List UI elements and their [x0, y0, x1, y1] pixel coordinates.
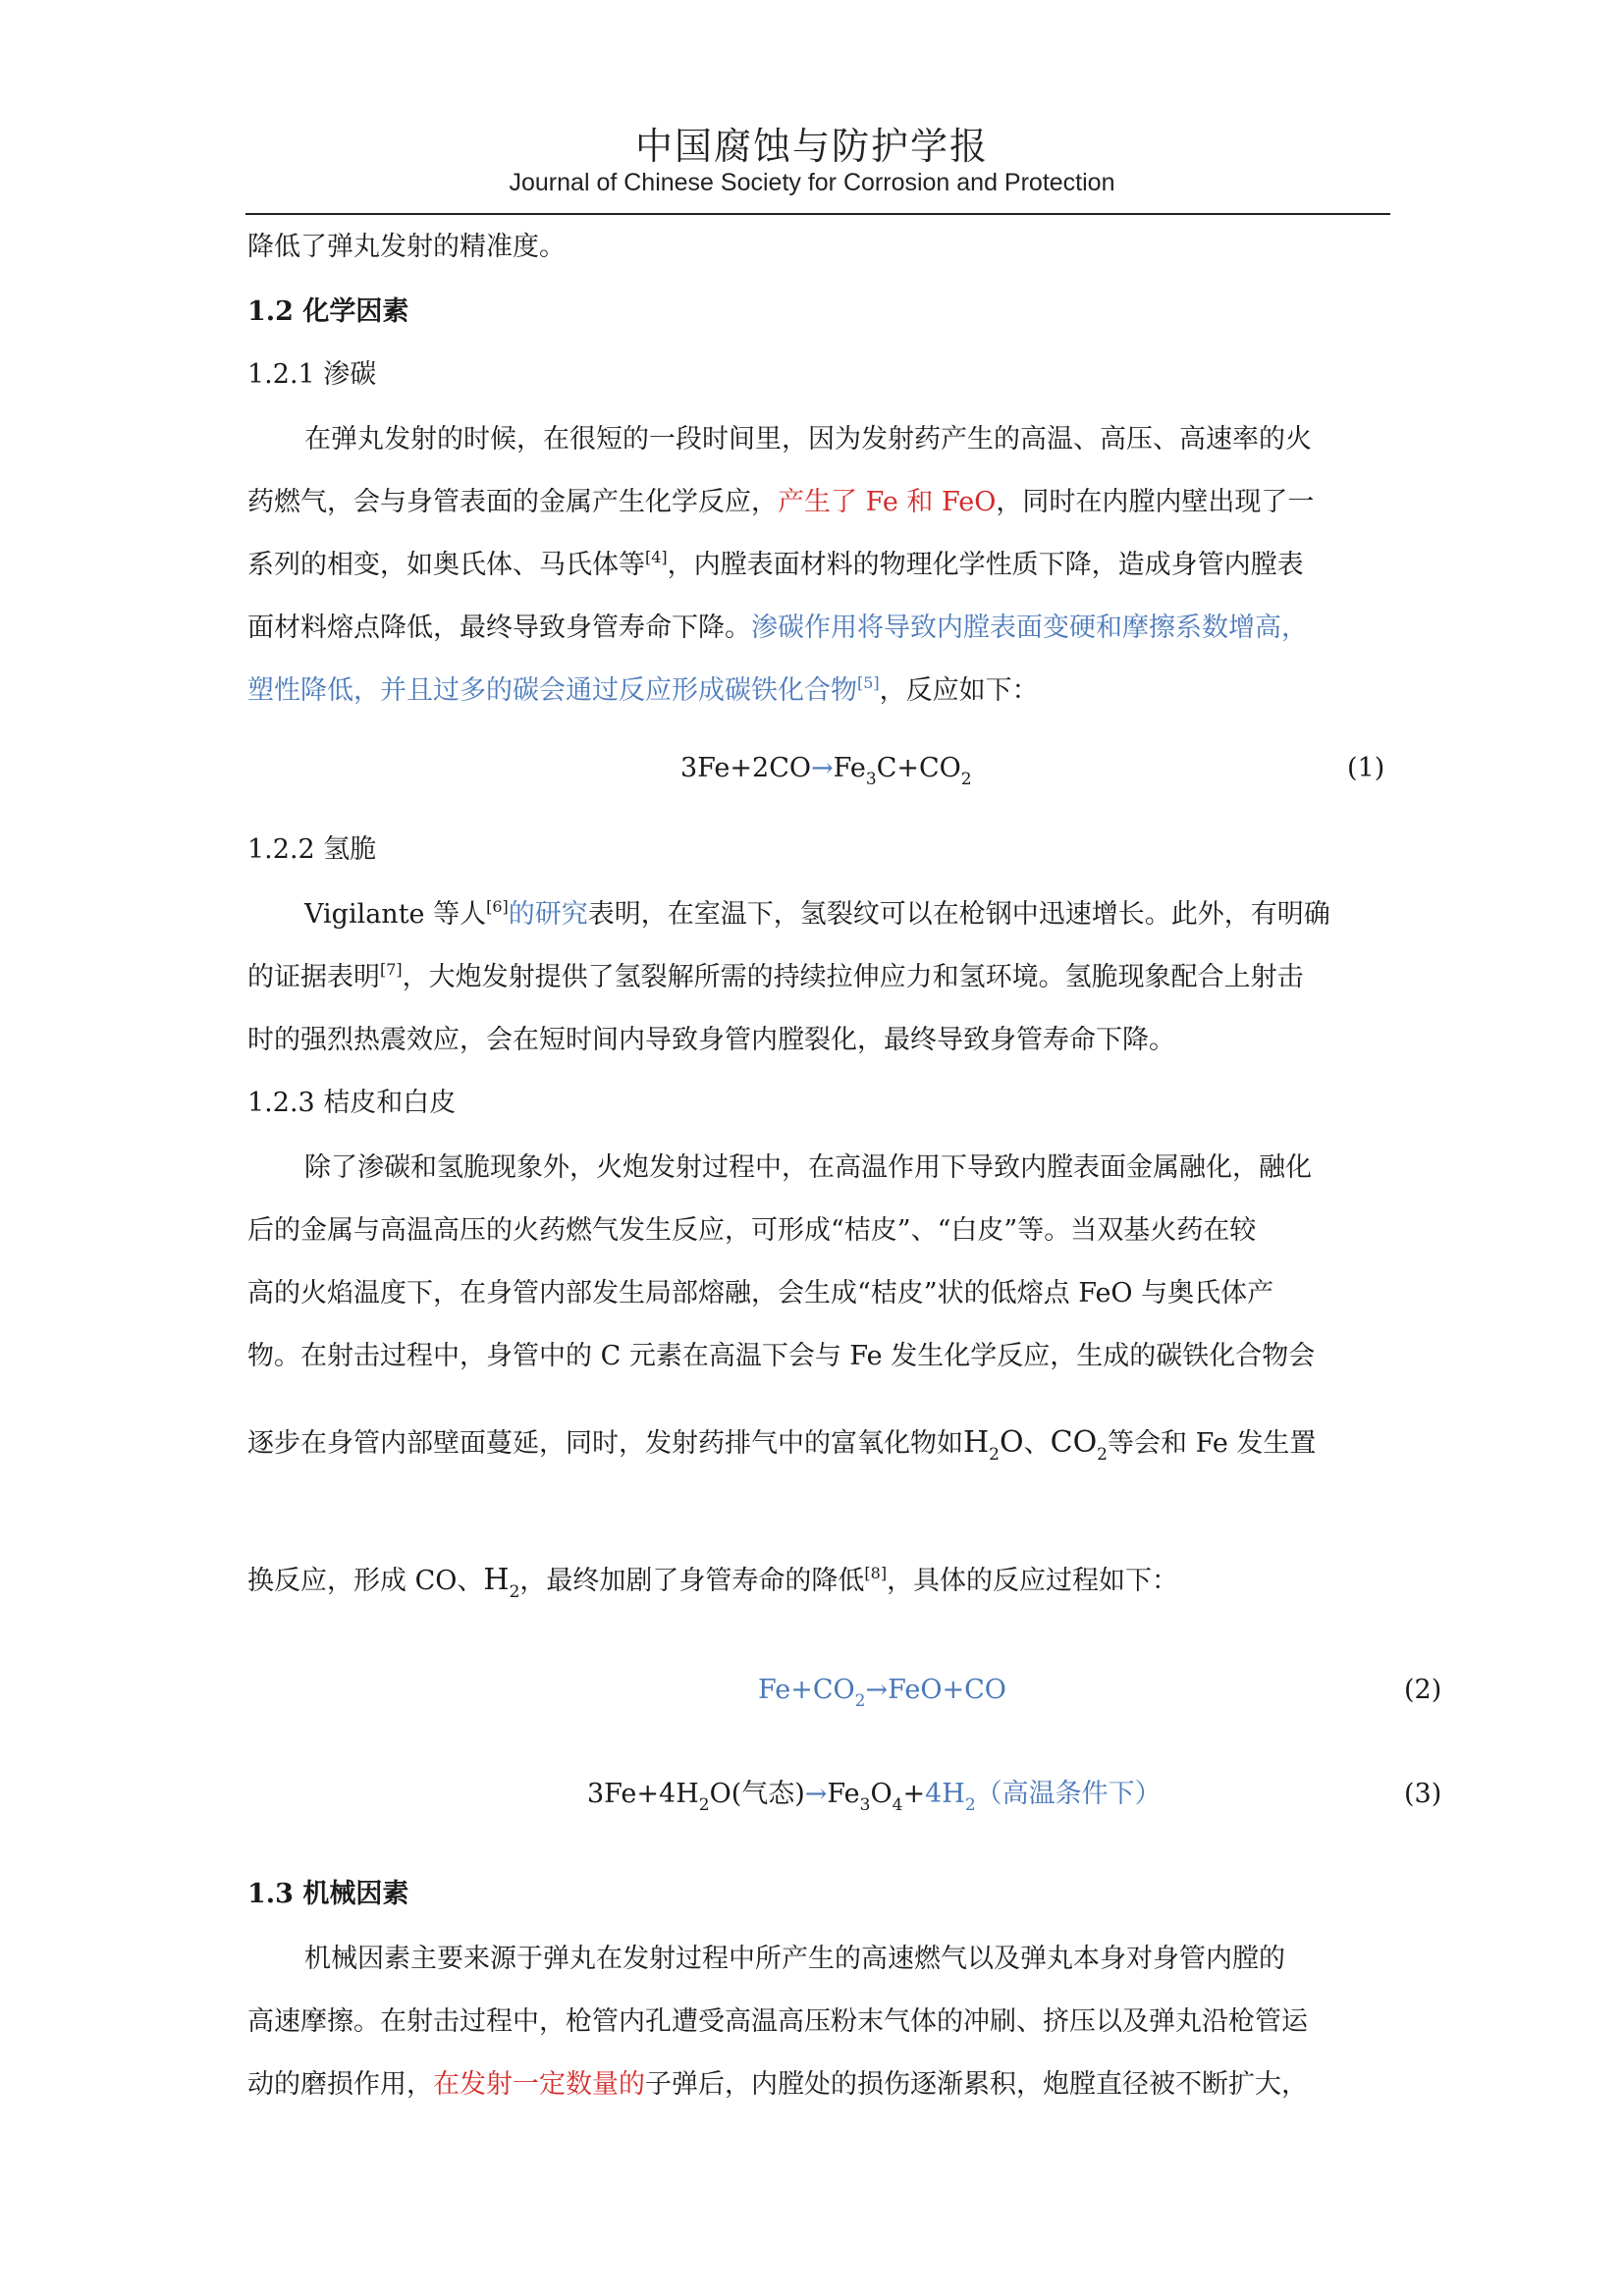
highlight-red: 在发射一定数量的 — [433, 2069, 645, 2100]
paragraph-line: 动的磨损作用，在发射一定数量的子弹后，内膛处的损伤逐渐累积，炮膛直径被不断扩大， — [247, 2069, 1308, 2100]
journal-title: 中国腐蚀与防护学报 — [634, 125, 989, 168]
highlight-blue: 渗碳作用将导致内膛表面变硬和摩擦系数增高， — [751, 613, 1308, 643]
subsection-heading-1-2-3: 1.2.3 桔皮和白皮 — [247, 1088, 457, 1118]
equation-number-2: (2) — [1404, 1675, 1442, 1705]
header-rule — [245, 213, 1390, 215]
paragraph-line: 换反应，形成 CO、$H_2$，最终加剧了身管寿命的降低[8]，具体的反应过程如下： — [247, 1563, 1179, 1602]
highlight-red: 产生了 Fe 和 FeO — [778, 487, 997, 517]
paragraph-line: 高的火焰温度下，在身管内部发生局部熔融，会生成“桔皮”状的低熔点 FeO 与奥氏体产 — [247, 1278, 1274, 1308]
paragraph-line: 后的金属与高温高压的火药燃气发生反应，可形成“桔皮”、“白皮”等。当双基火药在较 — [247, 1215, 1257, 1246]
paragraph-line: 逐步在身管内部壁面蔓延，同时，发射药排气中的富氧化物如$H_2O$、$CO_2$等会和 Fe 发生置 — [247, 1425, 1317, 1465]
paragraph-line: 系列的相变，如奥氏体、马氏体等[4]，内膛表面材料的物理化学性质下降，造成身管内膛表 — [247, 548, 1304, 580]
equation-2: $Fe+CO_2\to FeO+CO$ — [758, 1675, 1006, 1711]
section-heading-1-2: 1.2 化学因素 — [247, 296, 409, 327]
citation: [7] — [380, 960, 403, 979]
equation-number-3: (3) — [1404, 1779, 1442, 1809]
paragraph-line: 物。在射击过程中，身管中的 C 元素在高温下会与 Fe 发生化学反应，生成的碳铁化合物会 — [247, 1341, 1316, 1371]
subsection-heading-1-2-2: 1.2.2 氢脆 — [247, 834, 377, 865]
citation: [5] — [857, 673, 880, 692]
section-heading-1-3: 1.3 机械因素 — [247, 1879, 409, 1909]
highlight-blue: 的研究 — [508, 899, 588, 930]
citation: [6] — [486, 897, 509, 916]
paragraph-line: 在弹丸发射的时候，在很短的一段时间里，因为发射药产生的高温、高压、高速率的火 — [304, 424, 1312, 454]
paragraph-line: 时的强烈热震效应，会在短时间内导致身管内膛裂化，最终导致身管寿命下降。 — [247, 1025, 1175, 1055]
paragraph-line: 面材料熔点降低，最终导致身管寿命下降。渗碳作用将导致内膛表面变硬和摩擦系数增高， — [247, 613, 1308, 643]
equation-3: $3Fe+4H_2O$(气态)$\to Fe_3O_4+4H_2$（高温条件下） — [587, 1779, 1162, 1815]
paragraph-line: 药燃气，会与身管表面的金属产生化学反应，产生了 Fe 和 FeO，同时在内膛内壁出现了一 — [247, 487, 1315, 517]
paragraph-line: 机械因素主要来源于弹丸在发射过程中所产生的高速燃气以及弹丸本身对身管内膛的 — [304, 1944, 1285, 1974]
equation-1: $3Fe+2CO\to Fe_3C+CO_2$ — [680, 753, 972, 789]
citation: [8] — [864, 1564, 888, 1582]
journal-subtitle: Journal of Chinese Society for Corrosion and Protection — [509, 169, 1115, 196]
subsection-heading-1-2-1: 1.2.1 渗碳 — [247, 359, 377, 390]
highlight-blue: 塑性降低，并且过多的碳会通过反应形成碳铁化合物 — [247, 675, 857, 706]
paragraph-line: 的证据表明[7]，大炮发射提供了氢裂解所需的持续拉伸应力和氢环境。氢脆现象配合上射击 — [247, 960, 1304, 992]
citation: [4] — [645, 548, 668, 566]
paragraph-line: Vigilante 等人[6]的研究表明，在室温下，氢裂纹可以在枪钢中迅速增长。此外，有明确 — [304, 897, 1330, 930]
paragraph-line: 塑性降低，并且过多的碳会通过反应形成碳铁化合物[5]，反应如下： — [247, 673, 1039, 706]
paragraph-line: 除了渗碳和氢脆现象外，火炮发射过程中，在高温作用下导致内膛表面金属融化，融化 — [304, 1152, 1312, 1183]
equation-number-1: (1) — [1347, 753, 1385, 783]
paragraph-line: 降低了弹丸发射的精准度。 — [247, 232, 566, 262]
paragraph-line: 高速摩擦。在射击过程中，枪管内孔遭受高温高压粉末气体的冲刷、挤压以及弹丸沿枪管运 — [247, 2006, 1308, 2037]
